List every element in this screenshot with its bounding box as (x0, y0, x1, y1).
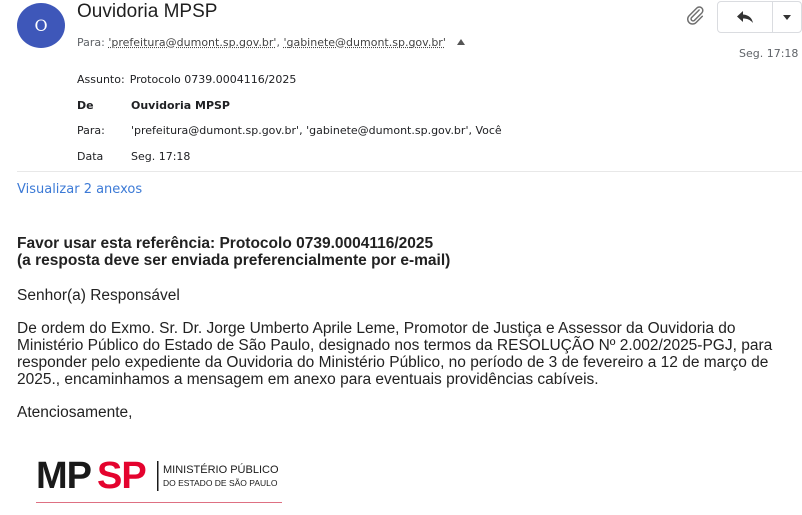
body-paragraph: De ordem do Exmo. Sr. Dr. Jorge Umberto Aprile Leme, Promotor de Justiça e Assessor da Ouvidoria do Ministério Público do Estado de São Paulo, designado nos termos da RESOLUÇÃO Nº 2.002/2025-PGJ, para responder pelo expediente da Ouvidoria do Ministério Público, no período de 3 de fevereiro a 12 de março de 2025., encaminhamos a mensagem em anexo para eventuais providências cabíveis. (17, 320, 773, 388)
to-row (77, 118, 502, 144)
recipient-gabinete[interactable]: 'gabinete@dumont.sp.gov.br' (283, 36, 446, 49)
reference-line: Favor usar esta referência: Protocolo 0739.0004116/2025 (17, 235, 434, 252)
message-date: Seg. 17:18 (739, 47, 799, 60)
from-value: Ouvidoria MPSP (131, 98, 230, 112)
date-label: Data (77, 149, 104, 163)
reply-button[interactable] (718, 2, 773, 32)
logo-divider (157, 461, 159, 491)
closing: Atenciosamente, (17, 404, 133, 421)
paperclip-icon[interactable] (684, 4, 706, 26)
date-row (77, 144, 502, 170)
subject-value: Protocolo 0739.0004116/2025 (129, 73, 297, 87)
to-value: 'prefeitura@dumont.sp.gov.br', 'gabinete@dumont.sp.gov.br', Você (131, 124, 502, 138)
more-actions-button[interactable] (773, 2, 801, 32)
logo-sp: SP (97, 455, 146, 497)
subject-label: Assunto: (77, 73, 125, 87)
logo-line2: DO ESTADO DE SÃO PAULO (163, 478, 278, 488)
to-prefix: Para: (77, 36, 105, 49)
sender-avatar (17, 3, 65, 48)
header-divider (17, 171, 802, 172)
mpsp-logo (36, 455, 286, 505)
reply-instruction: (a resposta deve ser enviada preferencialmente por e-mail) (17, 252, 451, 269)
recipients-summary (77, 36, 465, 49)
recipient-separator: , (276, 36, 280, 49)
logo-line1: MINISTÉRIO PÚBLICO (163, 464, 279, 476)
logo-underline (36, 502, 282, 503)
caret-up-icon[interactable] (457, 39, 465, 45)
chevron-down-icon (783, 15, 791, 20)
subject-row (77, 67, 502, 93)
recipient-prefeitura[interactable]: 'prefeitura@dumont.sp.gov.br' (108, 36, 277, 49)
message-details (77, 67, 502, 169)
reply-icon (736, 10, 754, 24)
from-label: De (77, 98, 94, 112)
reply-button-group (717, 1, 802, 33)
logo-mp: MP (36, 455, 91, 497)
sender-name: Ouvidoria MPSP (77, 1, 218, 22)
view-attachments-link[interactable]: Visualizar 2 anexos (17, 182, 143, 197)
greeting: Senhor(a) Responsável (17, 287, 180, 304)
date-value: Seg. 17:18 (131, 149, 191, 163)
from-row (77, 93, 502, 119)
message-body (17, 235, 800, 421)
to-label: Para: (77, 124, 105, 138)
avatar-letter: O (34, 16, 48, 35)
